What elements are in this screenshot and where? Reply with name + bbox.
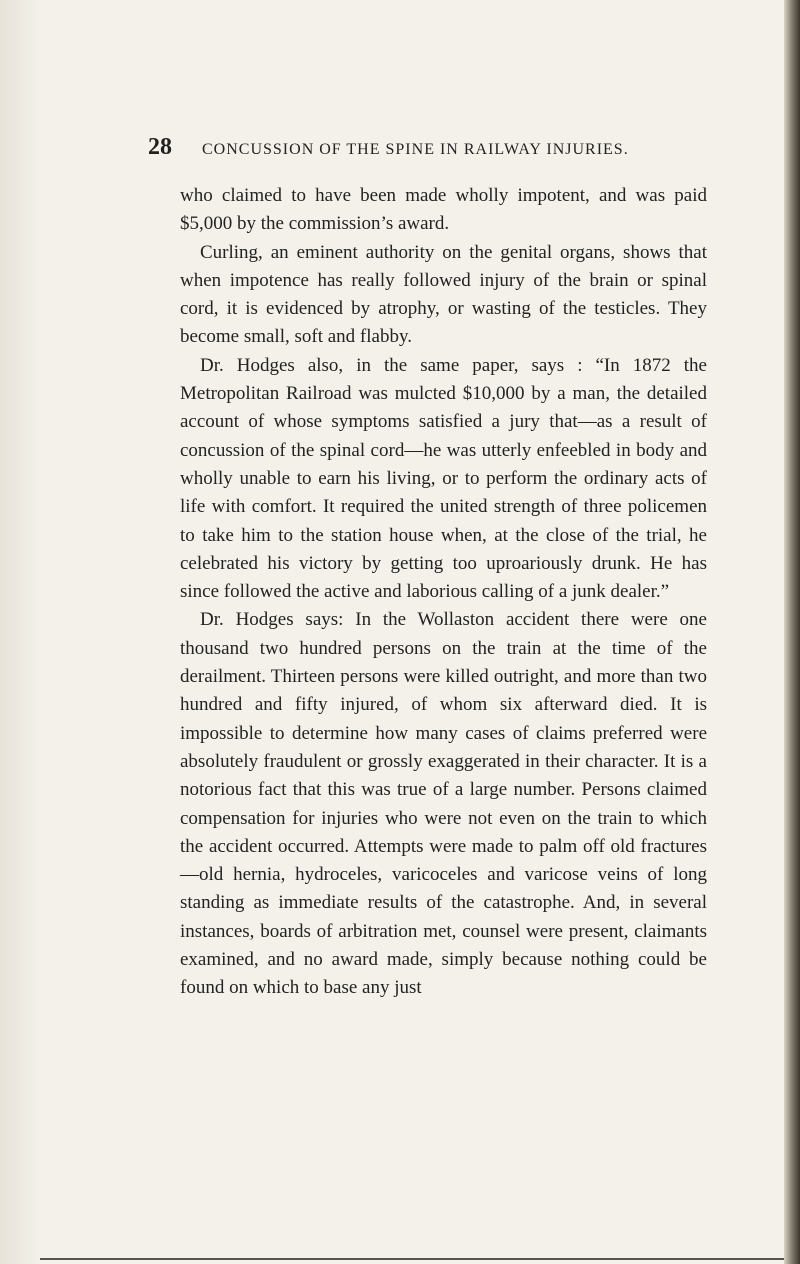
page-bottom-rule bbox=[40, 1258, 784, 1260]
page-edge-shadow bbox=[784, 0, 800, 1264]
page-number: 28 bbox=[148, 134, 172, 160]
body-text bbox=[180, 182, 707, 1003]
paragraph: who claimed to have been made wholly impotent, and was paid $5,000 by the commission’s award. bbox=[180, 185, 707, 235]
paragraph: Dr. Hodges also, in the same paper, says : “In 1872 the Metropolitan Railroad was mulcted $10,000 by a man, the detailed account of whose symptoms satisfied a jury that—as a result of concussion of the spinal cord—he was utterly enfeebled in body and wholly unable to earn his living, or to perform the ordinary acts of life with comfort. It required the united strength of three policemen to take him to the station house when, at the close of the trial, he celebrated his victory by getting too uproariously drunk. He has since followed the active and laborious calling of a junk dealer.” bbox=[180, 354, 707, 603]
paragraph: Curling, an eminent authority on the genital organs, shows that when impotence has really followed injury of the brain or spinal cord, it is evidenced by atrophy, or wasting of the testicles. They become small, soft and flabby. bbox=[180, 241, 707, 348]
page-header bbox=[148, 134, 708, 164]
running-head: CONCUSSION OF THE SPINE IN RAILWAY INJURIES. bbox=[202, 141, 629, 158]
paragraph: Dr. Hodges says: In the Wollaston accident there were one thousand two hundred persons on the train at the time of the derailment. Thirteen persons were killed outright, and more than two hundred and fifty injured, of whom six afterward died. It is impossible to determine how many cases of claims preferred were absolutely fraudulent or grossly exaggerated in their character. It is a notorious fact that this was true of a large number. Persons claimed compensation for injuries who were not even on the train to which the accident occurred. Attempts were made to palm off old fractures —old hernia, hydroceles, varicoceles and varicose veins of long standing as immediate results of the catastrophe. And, in several instances, boards of arbitration met, counsel were present, claimants examined, and no award made, simply because nothing could be found on which to base any just bbox=[180, 609, 707, 999]
page-gutter bbox=[0, 0, 40, 1264]
